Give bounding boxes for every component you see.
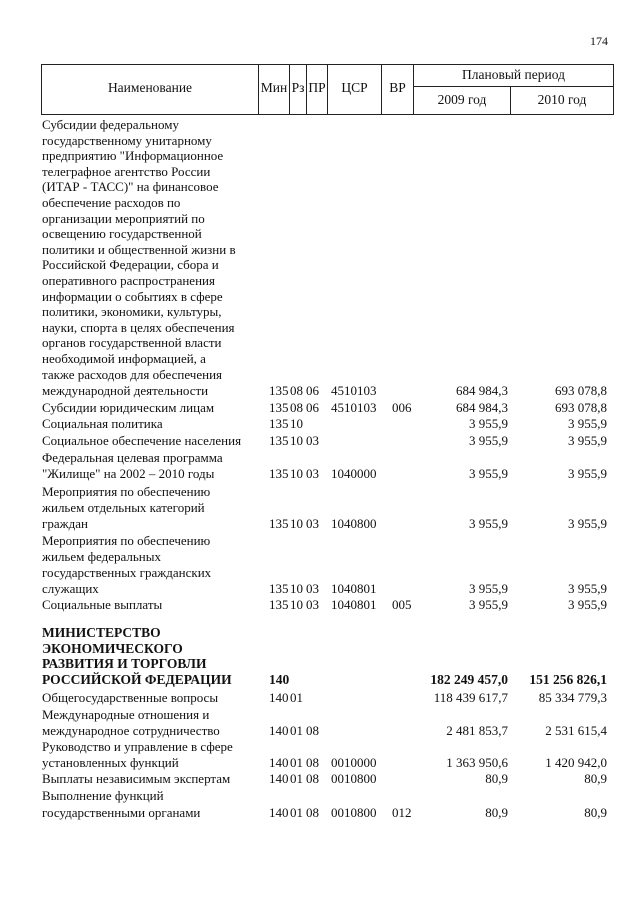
header-csr: ЦСР	[341, 80, 368, 95]
table-row-label: жильем федеральных	[42, 549, 161, 564]
table-row: Социальные выплаты 135 10 03 1040801 005 3 955,9 3 955,9	[42, 597, 607, 612]
header-2009: 2009 год	[437, 92, 487, 107]
table-row: Общегосударственные вопросы 140 01 118 439 617,7 85 334 779,3	[42, 690, 607, 705]
table-row-label: Руководство и управление в сфере	[42, 739, 233, 754]
table-row-label: Мероприятия по обеспечению	[42, 533, 211, 548]
header-name: Наименование	[107, 80, 193, 95]
table-row: граждан 135 10 03 1040800 3 955,9 3 955,9	[42, 516, 607, 531]
table-row: государственными органами 140 01 08 0010800 012 80,9 80,9	[42, 805, 607, 820]
table-row-label: Выполнение функций	[42, 788, 164, 803]
table-row-label: Международные отношения и	[42, 707, 210, 722]
table-row: Выплаты независимым экспертам 140 01 08 0010800 80,9 80,9	[42, 771, 607, 786]
header-pr: ПР	[308, 80, 326, 95]
page-number: 174	[590, 34, 608, 48]
table-row: Социальная политика 135 10 3 955,9 3 955,9	[42, 416, 607, 431]
ministry-heading: МИНИСТЕРСТВО ЭКОНОМИЧЕСКОГО РАЗВИТИЯ И ТОРГОВЛИ	[42, 625, 207, 672]
table-row: Субсидии юридическим лицам 135 08 06 4510103 006 684 984,3 693 078,8	[42, 400, 607, 415]
header-2010: 2010 год	[537, 92, 587, 107]
table-row-label: государственных гражданских	[42, 565, 212, 580]
header-vr: ВР	[389, 80, 406, 95]
table-row: "Жилище" на 2002 – 2010 годы 135 10 03 1040000 3 955,9 3 955,9	[42, 466, 607, 481]
table-row: Социальное обеспечение населения 135 10 03 3 955,9 3 955,9	[42, 433, 607, 448]
table-row: международное сотрудничество 140 01 08 2 481 853,7 2 531 615,4	[42, 723, 607, 738]
table-row: служащих 135 10 03 1040801 3 955,9 3 955,9	[42, 581, 607, 596]
header-rz: Рз	[291, 80, 305, 95]
itar-description: Субсидии федеральному государственному унитарному предприятию "Информационное телеграфное агентство России (ИТАР - ТАСС)" на финансовое обеспечение расходов по организации мероприятий по освещению государственной политики и общественной жизни в Российской Федерации, сбора и оперативного распространения информации о событиях в сфере политики, экономики, культуры, науки, спорта в целях обеспечения органов государственной власти необходимой информацией, а также расходов для обеспечения	[42, 117, 236, 382]
ministry-total-row: РОССИЙСКОЙ ФЕДЕРАЦИИ 140 182 249 457,0 151 256 826,1	[42, 672, 607, 687]
header-period: Плановый период	[462, 67, 565, 82]
header-min: Мин	[260, 80, 288, 95]
table-row: установленных функций 140 01 08 0010000 1 363 950,6 1 420 942,0	[42, 755, 607, 770]
table-row-label: Федеральная целевая программа	[42, 450, 223, 465]
table-row: международной деятельности 135 08 06 4510103 684 984,3 693 078,8	[42, 383, 607, 398]
table-row-label: Мероприятия по обеспечению	[42, 484, 211, 499]
table-row-label: жильем отдельных категорий	[42, 500, 205, 515]
